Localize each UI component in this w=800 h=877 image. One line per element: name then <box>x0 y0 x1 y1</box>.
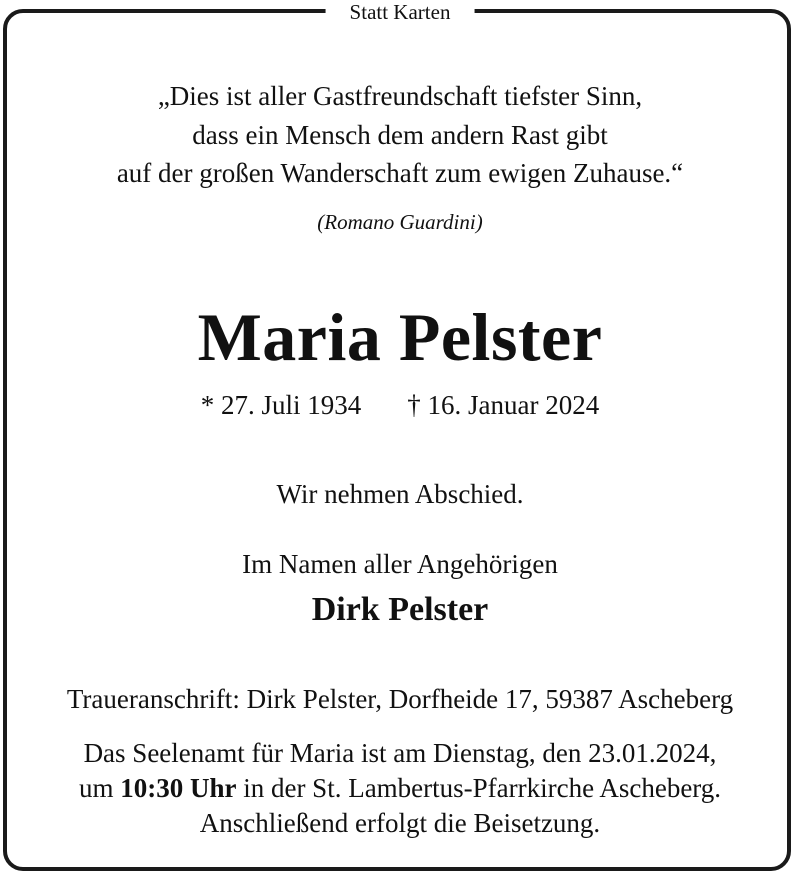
service-location: in der St. Lambertus-Pfarrkirche Ascheberg. <box>236 773 722 803</box>
service-line-2 <box>0 771 800 805</box>
signer-name: Dirk Pelster <box>311 591 489 628</box>
on-behalf-text: Im Namen aller Angehörigen <box>242 549 558 579</box>
quote-author: (Romano Guardini) <box>317 210 483 234</box>
quote-line-2: dass ein Mensch dem andern Rast gibt <box>192 120 608 150</box>
service-time: 10:30 Uhr <box>120 773 237 803</box>
farewell-text: Wir nehmen Abschied. <box>276 479 524 509</box>
life-dates <box>0 388 800 422</box>
service-line-1: Das Seelenamt für Maria ist am Dienstag, den 23.01.2024, <box>83 738 717 768</box>
death-date: † 16. Januar 2024 <box>407 390 600 420</box>
quote-line-1: „Dies ist aller Gastfreundschaft tiefster Sinn, <box>157 81 643 111</box>
header-label: Statt Karten <box>326 0 475 24</box>
service-line-3: Anschließend erfolgt die Beisetzung. <box>199 808 601 838</box>
service-time-prefix: um <box>78 773 121 803</box>
birth-date: * 27. Juli 1934 <box>200 390 362 420</box>
quote-line-3: auf der großen Wanderschaft zum ewigen Zuhause.“ <box>116 158 684 188</box>
mourning-address: Traueranschrift: Dirk Pelster, Dorfheide 17, 59387 Ascheberg <box>66 684 734 714</box>
deceased-name: Maria Pelster <box>197 299 603 375</box>
